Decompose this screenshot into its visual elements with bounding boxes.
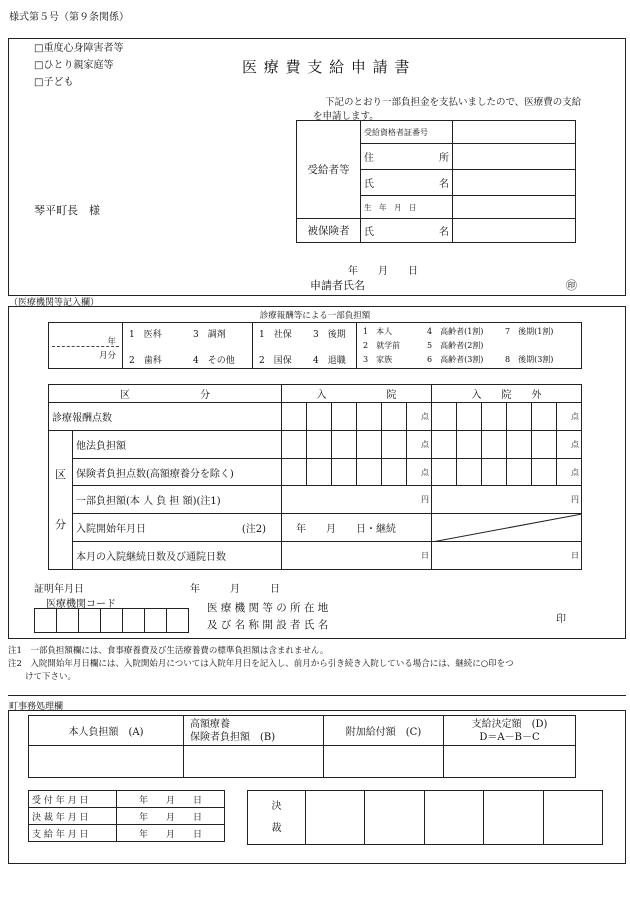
cell[interactable] <box>432 459 457 486</box>
cell-unit[interactable]: 点 <box>407 431 432 459</box>
code-digit[interactable] <box>79 609 101 633</box>
address-input[interactable] <box>453 144 576 170</box>
category-single-parent[interactable]: □ひとり親家庭等 <box>34 60 114 71</box>
cell-unit[interactable]: 点 <box>407 403 432 431</box>
cell-unit[interactable]: 点 <box>557 403 582 431</box>
insured-name-label: 氏 名 <box>361 219 453 243</box>
copay-category-table <box>48 308 582 369</box>
applicant-label: 申請者氏名 <box>310 279 365 292</box>
cell[interactable] <box>307 459 332 486</box>
code-digit[interactable] <box>167 609 189 633</box>
cell[interactable] <box>432 403 457 431</box>
copay-outpatient[interactable]: 円 <box>432 486 582 514</box>
recipient-table <box>296 120 576 243</box>
application-date[interactable]: 年 月 日 <box>348 266 418 277</box>
period-cell[interactable]: 年 月分 <box>49 322 123 368</box>
breakdown-table <box>48 384 582 570</box>
notes <box>8 645 626 684</box>
request-text-1: 下記のとおり一部負担金を支払いましたので、医療費の支給 <box>325 97 582 108</box>
col-b: 高額療養 保険者負担額 (B) <box>184 716 324 746</box>
col-c: 附加給付額 (C) <box>324 716 444 746</box>
approval-stamp[interactable] <box>306 791 365 845</box>
dept-cell[interactable]: 1 医科 3 調剤 2 歯科 4 その他 <box>123 322 253 368</box>
row-other-law-label: 他法負担額 <box>73 431 282 459</box>
addressee: 琴平町長 様 <box>34 204 100 217</box>
page-title: 医 療 費 支 給 申 請 書 <box>242 58 411 76</box>
header-outpatient: 入 院 外 <box>432 385 582 403</box>
cell[interactable] <box>507 403 532 431</box>
category-child[interactable]: □子ども <box>34 77 74 88</box>
office-label: 町事務処理欄 <box>9 702 64 712</box>
cell[interactable] <box>482 459 507 486</box>
cell[interactable] <box>282 403 307 431</box>
code-digit[interactable] <box>123 609 145 633</box>
note-1: 注1 一部負担額欄には、食事療養費及び生活療養費の標準負担額は含まれません。 <box>8 646 329 656</box>
cell[interactable] <box>357 403 382 431</box>
copay-inpatient[interactable]: 円 <box>282 486 432 514</box>
form-number: 様式第５号（第９条関係） <box>9 12 129 23</box>
approval-table <box>247 790 603 845</box>
date-value[interactable]: 年 月 日 <box>117 825 225 842</box>
cell[interactable] <box>357 459 382 486</box>
row-points-label: 診療報酬点数 <box>49 403 282 431</box>
approval-stamp[interactable] <box>365 791 424 845</box>
medical-section-label: （医療機関等記入欄） <box>9 298 100 308</box>
cell[interactable] <box>532 403 557 431</box>
insurance-cell[interactable]: 1 社保 3 後期 2 国保 4 退職 <box>253 322 357 368</box>
col-d: 支給決定額 (D) D＝A－B－C <box>444 716 576 746</box>
approval-stamp[interactable] <box>484 791 543 845</box>
cert-date-label: 証明年月日 <box>34 584 84 595</box>
category-checkboxes <box>34 40 123 91</box>
code-digit[interactable] <box>101 609 123 633</box>
insured-name-input[interactable] <box>453 219 576 243</box>
cert-no-label: 受給資格者証番号 <box>361 121 453 144</box>
inst-name-label: 及 び 名 称 開 設 者 氏 名 <box>207 619 329 631</box>
person-type-cell[interactable]: 1 本人 4 高齢者(1割) 7 後期(1割) 2 就学前 5 高齢者(2割) 3 家族 6 高齢者(3割) 8 後期(3割) <box>357 322 582 368</box>
value-c[interactable] <box>324 746 444 778</box>
days-inpatient[interactable]: 日 <box>282 542 432 570</box>
inst-seal: 印 <box>556 614 566 625</box>
approval-stamp[interactable] <box>424 791 483 845</box>
side-label: 区 分 <box>49 431 73 570</box>
admission-value[interactable]: 年 月 日・継続 <box>282 514 432 542</box>
date-value[interactable]: 年 月 日 <box>117 791 225 808</box>
cell[interactable] <box>332 403 357 431</box>
code-digit[interactable] <box>35 609 57 633</box>
cell[interactable] <box>532 459 557 486</box>
cell[interactable] <box>532 431 557 459</box>
admission-outpatient-na <box>432 514 582 542</box>
cert-date-value[interactable]: 年 月 日 <box>190 584 280 595</box>
cell[interactable] <box>332 431 357 459</box>
inst-address-label: 医 療 機 関 等 の 所 在 地 <box>207 602 329 614</box>
code-digit[interactable] <box>145 609 167 633</box>
days-outpatient[interactable]: 日 <box>432 542 582 570</box>
dob-input[interactable] <box>453 196 576 219</box>
date-label: 決 裁 年 月 日 <box>29 808 117 825</box>
address-label: 住 所 <box>361 144 453 170</box>
seal-mark: ㊞ <box>566 279 577 292</box>
cell[interactable] <box>332 459 357 486</box>
divider <box>8 695 626 696</box>
cell[interactable] <box>282 459 307 486</box>
row-insurer-points-label: 保険者負担点数(高額療養分を除く) <box>73 459 282 486</box>
cell[interactable] <box>307 431 332 459</box>
header-inpatient: 入 院 <box>282 385 432 403</box>
recipient-group-label: 受給者等 <box>297 121 361 219</box>
cell[interactable] <box>457 403 482 431</box>
cell-unit[interactable]: 点 <box>557 431 582 459</box>
cert-no-input[interactable] <box>453 121 576 144</box>
approval-label: 決 裁 <box>248 791 306 845</box>
cell[interactable] <box>507 459 532 486</box>
cell[interactable] <box>382 431 407 459</box>
inst-code-boxes[interactable] <box>34 608 189 633</box>
diagonal-strike <box>432 514 582 542</box>
row-admission-label: 入院開始年月日 (注2) <box>73 514 282 542</box>
cell[interactable] <box>482 431 507 459</box>
cell[interactable] <box>382 459 407 486</box>
cell[interactable] <box>307 403 332 431</box>
approval-stamp[interactable] <box>543 791 602 845</box>
request-text-2: を申請します。 <box>313 111 379 122</box>
date-label: 支 給 年 月 日 <box>29 825 117 842</box>
note-2: 注2 入院開始年月日欄には、入院開始月については入院年月日を記入し、前月から引き続き入院している場合には、継続に○印をつ <box>8 659 514 669</box>
cell[interactable] <box>482 403 507 431</box>
row-days-label: 本月の入院継続日数及び通院日数 <box>73 542 282 570</box>
dob-label: 生 年 月 日 <box>361 196 453 219</box>
copay-header: 診療報酬等による一部負担額 <box>259 310 371 321</box>
cell[interactable] <box>457 431 482 459</box>
cell-unit[interactable]: 点 <box>407 459 432 486</box>
date-label: 受 付 年 月 日 <box>29 791 117 808</box>
value-a[interactable] <box>29 746 184 778</box>
cell[interactable] <box>357 431 382 459</box>
value-d[interactable] <box>444 746 576 778</box>
value-b[interactable] <box>184 746 324 778</box>
cell[interactable] <box>432 431 457 459</box>
insured-label: 被保険者 <box>297 219 361 243</box>
cell[interactable] <box>457 459 482 486</box>
row-copay-label: 一部負担額(本 人 負 担 額)(注1) <box>73 486 282 514</box>
cell[interactable] <box>382 403 407 431</box>
col-a: 本人負担額 (A) <box>29 716 184 746</box>
cell[interactable] <box>282 431 307 459</box>
cell[interactable] <box>507 431 532 459</box>
code-digit[interactable] <box>57 609 79 633</box>
inst-code-label: 医療機関コード <box>46 599 116 610</box>
dates-table <box>28 790 225 842</box>
name-input[interactable] <box>453 170 576 196</box>
name-label: 氏 名 <box>361 170 453 196</box>
category-disabled[interactable]: □重度心身障害者等 <box>34 43 124 54</box>
office-table <box>28 715 576 778</box>
header-kubun: 区 分 <box>49 385 282 403</box>
note-2-cont: けて下さい。 <box>8 672 77 682</box>
cell-unit[interactable]: 点 <box>557 459 582 486</box>
date-value[interactable]: 年 月 日 <box>117 808 225 825</box>
